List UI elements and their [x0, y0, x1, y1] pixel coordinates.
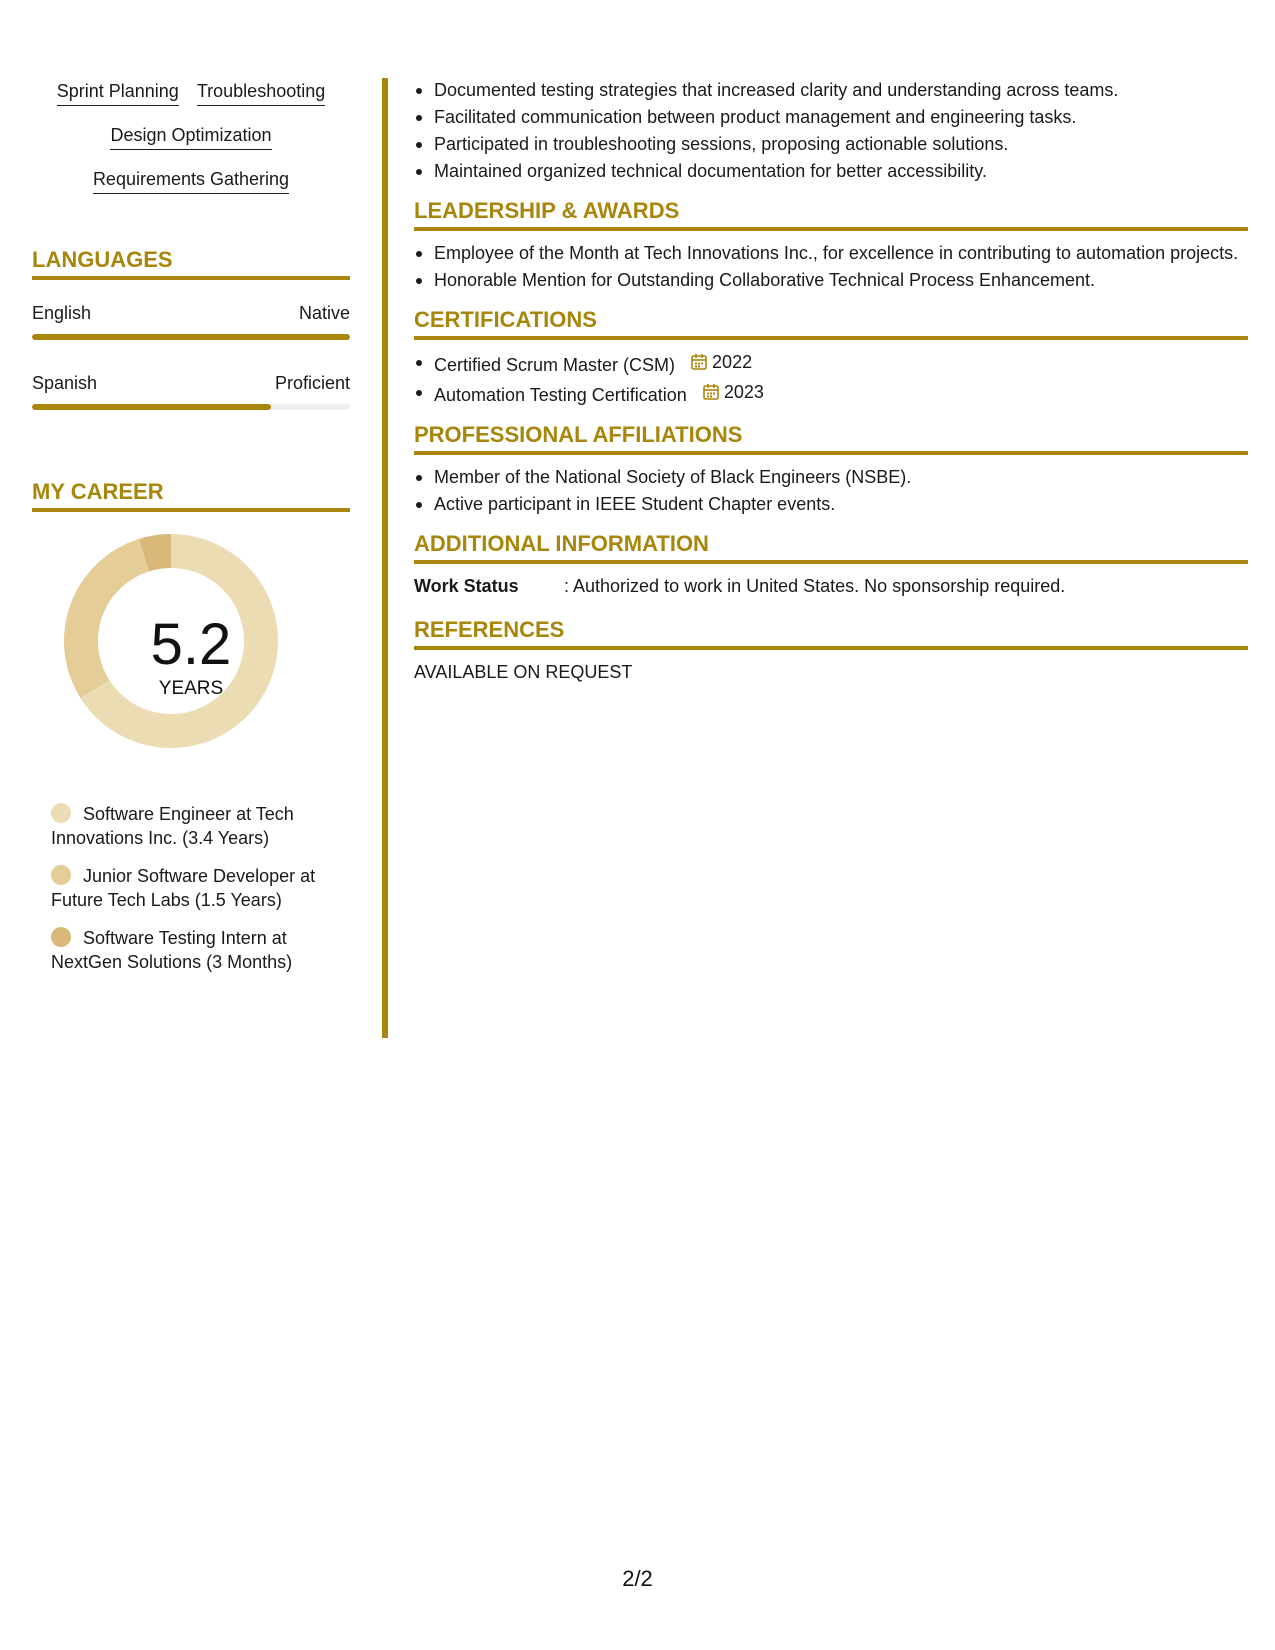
list-item: [414, 350, 1248, 377]
list-item: Facilitated communication between product management and engineering tasks.: [414, 105, 1248, 129]
language-name: Spanish: [32, 373, 98, 393]
languages-title: LANGUAGES: [32, 246, 350, 280]
legend-dot: [51, 865, 71, 885]
legend-item: [51, 802, 350, 850]
affiliations-title: PROFESSIONAL AFFILIATIONS: [414, 421, 1248, 455]
right-column: [414, 78, 1248, 684]
career-section: [32, 478, 350, 974]
language-bar: [32, 404, 350, 410]
cert-year: 2022: [712, 352, 753, 372]
references-section: [414, 616, 1248, 684]
legend-label: Junior Software Developer at Future Tech Labs (1.5 Years): [51, 866, 316, 910]
legend-item: [51, 864, 350, 912]
legend-label: Software Engineer at Tech Innovations Inc. (3.4 Years): [51, 804, 294, 848]
languages-section: [32, 246, 350, 410]
list-item: Employee of the Month at Tech Innovations Inc., for excellence in contributing to automation projects.: [414, 241, 1248, 265]
cert-name: Automation Testing Certification: [434, 385, 687, 405]
list-item: Member of the National Society of Black Engineers (NSBE).: [414, 465, 1248, 489]
legend-item: [51, 926, 350, 974]
calendar-icon: [702, 383, 720, 401]
cert-name: Certified Scrum Master (CSM): [434, 355, 676, 375]
career-unit: YEARS: [158, 678, 224, 699]
column-divider: [382, 78, 388, 1038]
certifications-title: CERTIFICATIONS: [414, 306, 1248, 340]
left-column: [32, 80, 350, 988]
cert-year: 2023: [723, 382, 764, 402]
list-item: Maintained organized technical documentation for better accessibility.: [414, 159, 1248, 183]
references-title: REFERENCES: [414, 616, 1248, 650]
language-name: English: [32, 303, 92, 323]
legend-dot: [51, 927, 71, 947]
legend-dot: [51, 803, 71, 823]
skill-tag: Requirements Gathering: [93, 168, 289, 194]
language-level: Proficient: [274, 373, 350, 393]
language-level: Native: [298, 303, 350, 323]
info-value: : Authorized to work in United States. No sponsorship required.: [564, 576, 1066, 596]
language-bar-fill: [32, 334, 350, 340]
career-title: MY CAREER: [32, 478, 350, 512]
additional-title: ADDITIONAL INFORMATION: [414, 530, 1248, 564]
list-item: Honorable Mention for Outstanding Collaborative Technical Process Enhancement.: [414, 268, 1248, 292]
info-row: [414, 574, 1248, 598]
language-item: [32, 302, 350, 340]
list-item: Active participant in IEEE Student Chapter events.: [414, 492, 1248, 516]
page-number: 2/2: [622, 1566, 653, 1591]
affiliations-section: [414, 421, 1248, 516]
list-item: [414, 380, 1248, 407]
skill-tag: Design Optimization: [110, 124, 271, 150]
language-item: [32, 372, 350, 410]
leadership-title: LEADERSHIP & AWARDS: [414, 197, 1248, 231]
certifications-section: [414, 306, 1248, 407]
career-total: 5.2: [150, 612, 232, 677]
legend-label: Software Testing Intern at NextGen Solutions (3 Months): [51, 928, 293, 972]
career-legend: [32, 802, 350, 974]
experience-bullets: [414, 78, 1248, 183]
language-bar-fill: [32, 404, 271, 410]
list-item: Documented testing strategies that increased clarity and understanding across teams.: [414, 78, 1248, 102]
leadership-section: [414, 197, 1248, 292]
language-bar: [32, 334, 350, 340]
list-item: Participated in troubleshooting sessions, proposing actionable solutions.: [414, 132, 1248, 156]
career-donut: [32, 534, 350, 784]
info-label: Work Status: [414, 576, 519, 596]
skill-tag: Troubleshooting: [197, 80, 325, 106]
calendar-icon: [690, 353, 708, 371]
additional-section: [414, 530, 1248, 598]
skills-list: [32, 80, 350, 194]
references-text: AVAILABLE ON REQUEST: [414, 662, 633, 682]
skill-tag: Sprint Planning: [57, 80, 179, 106]
